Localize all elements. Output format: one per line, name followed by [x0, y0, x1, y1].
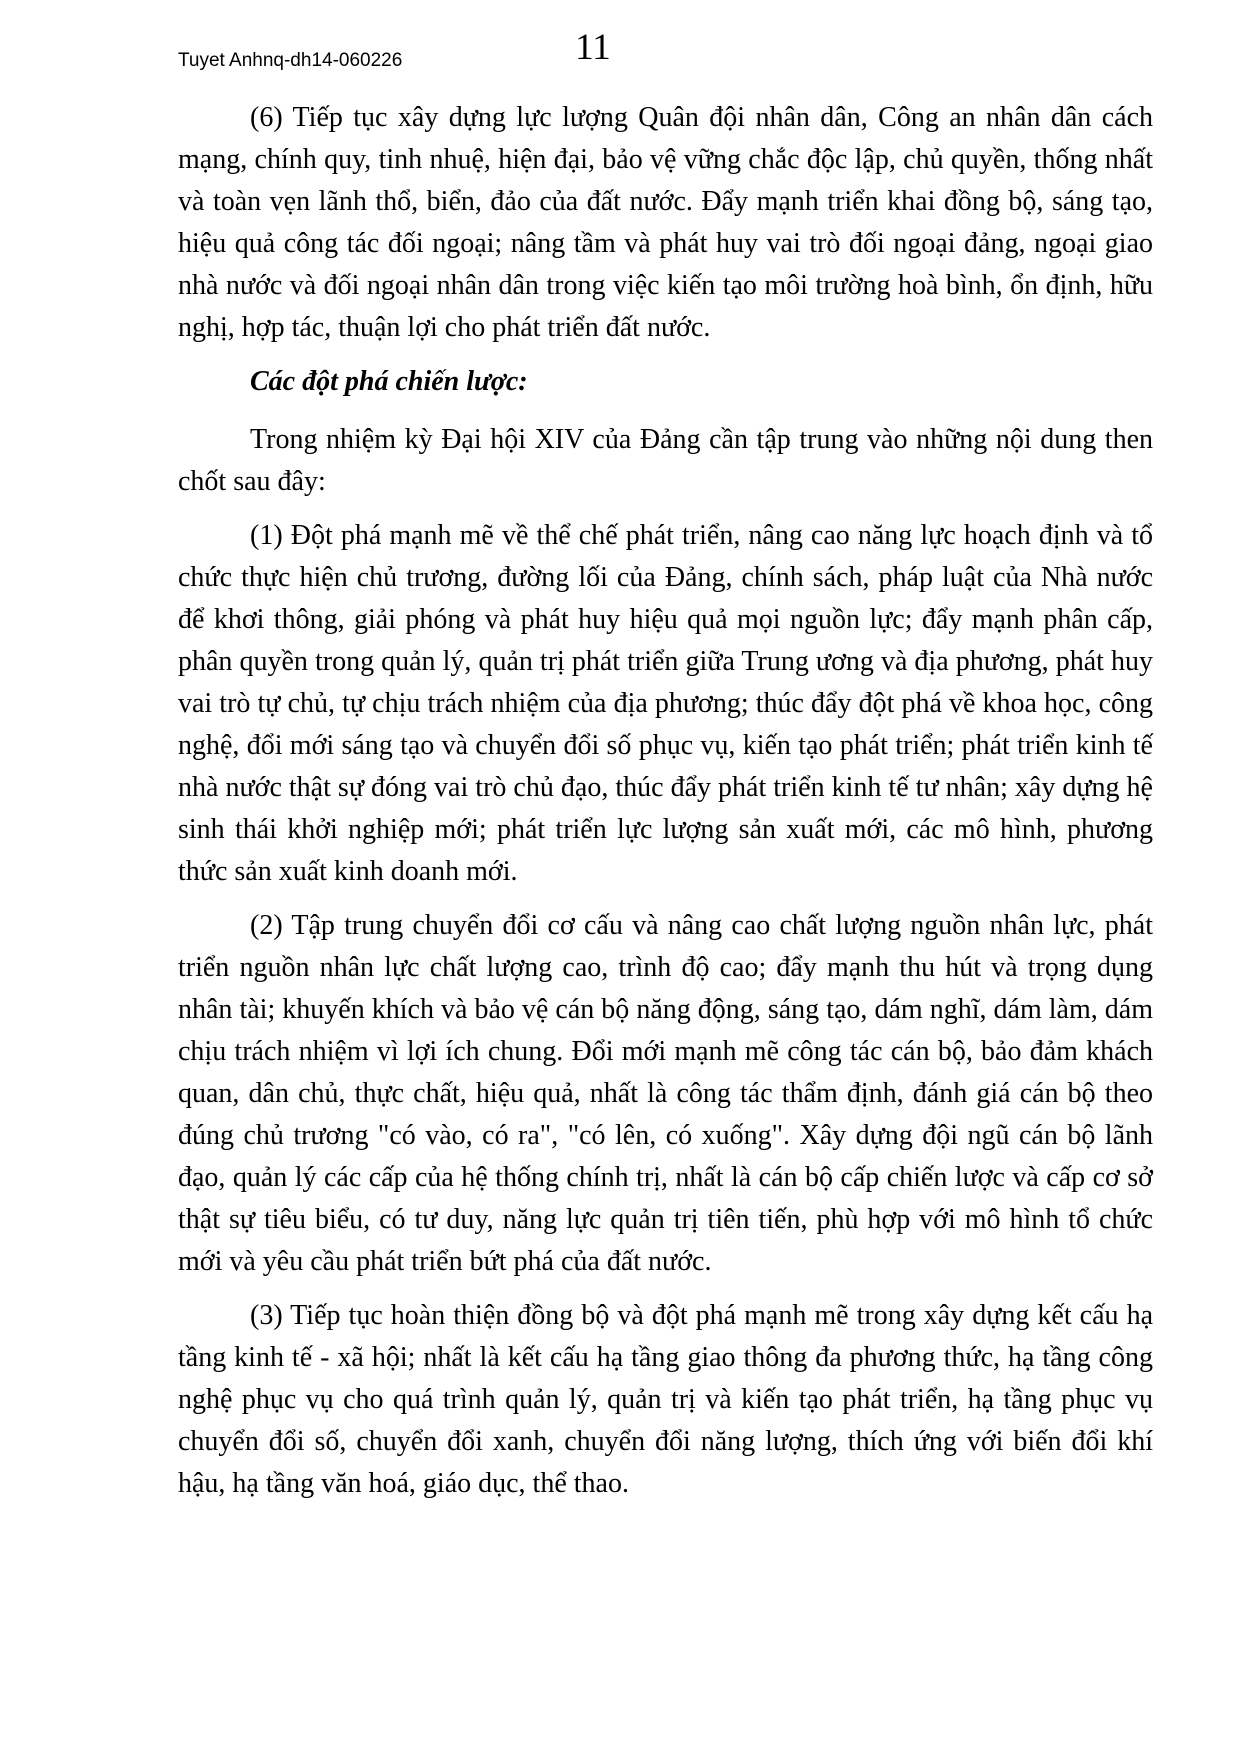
document-body [178, 97, 1153, 1517]
paragraph-item-2: (2) Tập trung chuyển đổi cơ cấu và nâng cao chất lượng nguồn nhân lực, phát triển nguồn nhân lực chất lượng cao, trình độ cao; đẩy mạnh thu hút và trọng dụng nhân tài; khuyến khích và bảo vệ cán bộ năng động, sáng tạo, dám nghĩ, dám làm, dám chịu trách nhiệm vì lợi ích chung. Đổi mới mạnh mẽ công tác cán bộ, bảo đảm khách quan, dân chủ, thực chất, hiệu quả, nhất là công tác thẩm định, đánh giá cán bộ theo đúng chủ trương "có vào, có ra", "có lên, có xuống". Xây dựng đội ngũ cán bộ lãnh đạo, quản lý các cấp của hệ thống chính trị, nhất là cán bộ cấp chiến lược và cấp cơ sở thật sự tiêu biểu, có tư duy, năng lực quản trị tiên tiến, phù hợp với mô hình tổ chức mới và yêu cầu phát triển bứt phá của đất nước. [178, 910, 1153, 1277]
page-number: 11 [575, 27, 611, 68]
paragraph-item-6: (6) Tiếp tục xây dựng lực lượng Quân đội nhân dân, Công an nhân dân cách mạng, chính quy, tinh nhuệ, hiện đại, bảo vệ vững chắc độc lập, chủ quyền, thống nhất và toàn vẹn lãnh thổ, biển, đảo của đất nước. Đẩy mạnh triển khai đồng bộ, sáng tạo, hiệu quả công tác đối ngoại; nâng tầm và phát huy vai trò đối ngoại đảng, ngoại giao nhà nước và đối ngoại nhân dân trong việc kiến tạo môi trường hoà bình, ổn định, hữu nghị, hợp tác, thuận lợi cho phát triển đất nước. [178, 102, 1153, 343]
paragraph-item-1: (1) Đột phá mạnh mẽ về thể chế phát triển, nâng cao năng lực hoạch định và tổ chức thực hiện chủ trương, đường lối của Đảng, chính sách, pháp luật của Nhà nước để khơi thông, giải phóng và phát huy hiệu quả mọi nguồn lực; đẩy mạnh phân cấp, phân quyền trong quản lý, quản trị phát triển giữa Trung ương và địa phương, phát huy vai trò tự chủ, tự chịu trách nhiệm của địa phương; thúc đẩy đột phá về khoa học, công nghệ, đổi mới sáng tạo và chuyển đổi số phục vụ, kiến tạo phát triển; phát triển kinh tế nhà nước thật sự đóng vai trò chủ đạo, thúc đẩy phát triển kinh tế tư nhân; xây dựng hệ sinh thái khởi nghiệp mới; phát triển lực lượng sản xuất mới, các mô hình, phương thức sản xuất kinh doanh mới. [178, 520, 1153, 887]
header-author: Tuyet Anhnq-dh14-060226 [178, 50, 403, 71]
strategic-breakthroughs-heading: Các đột phá chiến lược: [250, 366, 528, 397]
page-header [0, 0, 1241, 90]
paragraph-item-3: (3) Tiếp tục hoàn thiện đồng bộ và đột phá mạnh mẽ trong xây dựng kết cấu hạ tầng kinh tế - xã hội; nhất là kết cấu hạ tầng giao thông đa phương thức, hạ tầng công nghệ phục vụ cho quá trình quản lý, quản trị và kiến tạo phát triển, hạ tầng phục vụ chuyển đổi số, chuyển đổi xanh, chuyển đổi năng lượng, thích ứng với biến đổi khí hậu, hạ tầng văn hoá, giáo dục, thể thao. [178, 1300, 1153, 1499]
paragraph-intro: Trong nhiệm kỳ Đại hội XIV của Đảng cần tập trung vào những nội dung then chốt sau đây: [178, 424, 1153, 497]
